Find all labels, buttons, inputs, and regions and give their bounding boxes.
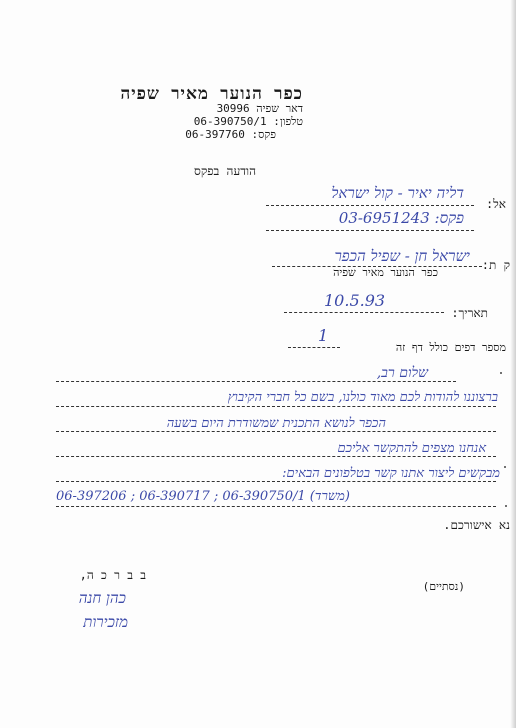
pages-underline (288, 347, 340, 348)
confirmation-request: נא אישורכם. (443, 518, 510, 532)
scan-speck (505, 505, 507, 507)
closing-greeting: ב ב ר כ ה, (79, 568, 146, 582)
cc-organization: כפר הנוער מאיר שפיה (333, 266, 438, 279)
message-line: אנחנו מצפים להתקשר אליכם (337, 441, 486, 456)
greeting: שלום רב, (376, 365, 428, 381)
message-line: ברצוננו להודות לכם מאוד כולנו, בשם כל חברי הקיבוץ (227, 390, 498, 405)
signature-role: מזכירות (83, 613, 128, 631)
to-fax: פקס: 03-6951243 (338, 209, 464, 227)
body-rule-5 (56, 481, 496, 482)
cc-label: ק ת: (481, 258, 510, 272)
scan-speck (504, 466, 506, 468)
pages-label: מספר דפים כולל דף זה (395, 341, 506, 354)
fax-number: פקס: 06-397760 (185, 128, 276, 141)
message-line: מבקשים ליצור אתנו קשר בטלפונים הבאים: (282, 466, 500, 481)
cc-recipient: ישראל חן - שפיל הכפר (334, 247, 470, 265)
phone-number: טלפון: 06-390750/1 (193, 115, 303, 128)
pages-value: 1 (318, 326, 329, 345)
body-rule-2 (56, 406, 496, 407)
date-label: תאריך: (451, 306, 488, 320)
date-underline (284, 312, 444, 313)
body-rule-1 (56, 381, 456, 382)
body-rule-3 (56, 431, 496, 432)
message-line: 06-397206 ; 06-390717 ; 06-390750/1 (משרד) (56, 489, 350, 504)
document-title: הודעה בפקס (194, 164, 256, 178)
to-recipient: דליה יאיר - קול ישראל (331, 184, 464, 202)
body-rule-6 (56, 506, 496, 507)
scan-edge (510, 0, 516, 728)
org-name: כפר הנוער מאיר שפיה (120, 84, 303, 104)
body-rule-4 (56, 456, 496, 457)
message-line: הכפר לנושא התכנית שמשודרת היום בשעה (166, 416, 386, 431)
to-fax-underline (266, 230, 474, 231)
date-value: 10.5.93 (324, 291, 386, 310)
to-label: אל: (485, 197, 506, 211)
postal-address: דאר שפיה 30996 (216, 102, 303, 115)
to-underline (266, 205, 474, 206)
scan-speck (500, 372, 502, 374)
stamp-label: (נסתיים) (422, 580, 465, 593)
signature-name: כהן חנה (78, 589, 126, 607)
